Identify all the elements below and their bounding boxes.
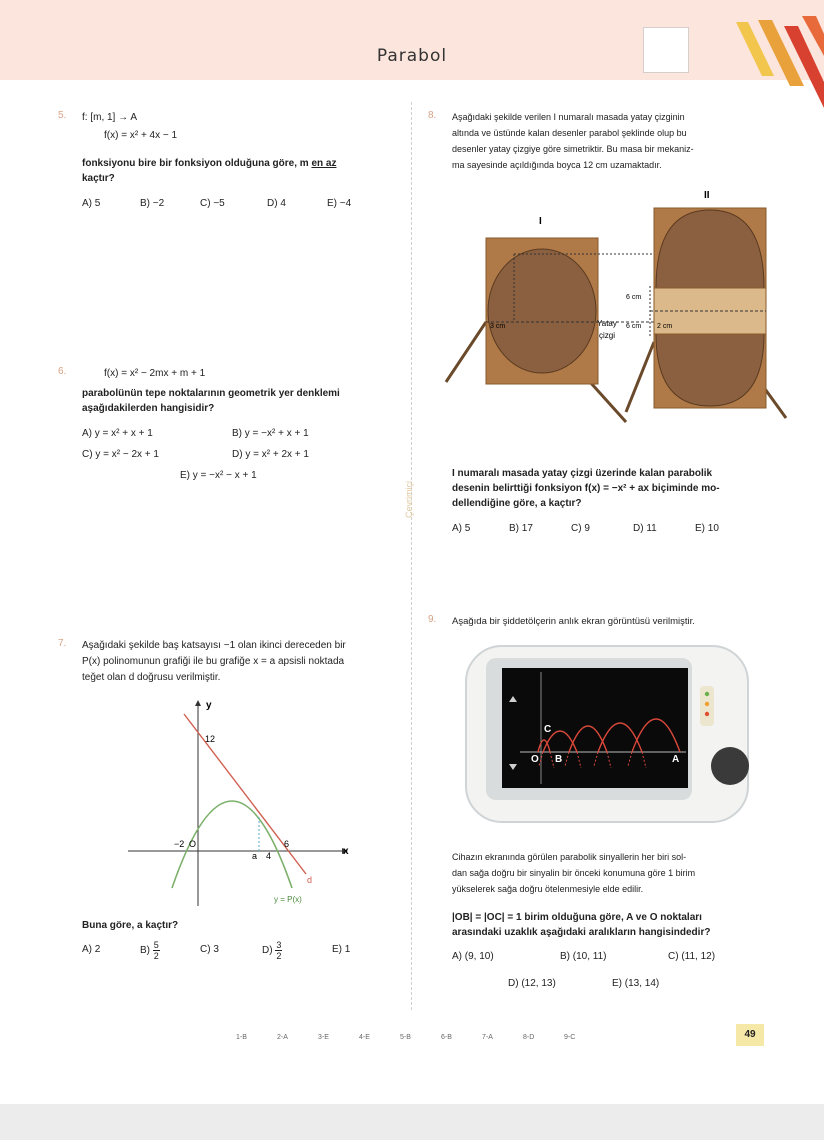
q8-option-d[interactable]: D) 11: [633, 523, 657, 534]
watermark: Çevrimiçi: [404, 481, 414, 518]
q5-question-text: fonksiyonu bire bir fonksiyon olduğuna göre, m: [82, 158, 312, 169]
q6-option-d[interactable]: D) y = x² + 2x + 1: [232, 449, 309, 460]
q7-option-d-den: 2: [276, 951, 282, 961]
q6-function: f(x) = x² − 2mx + m + 1: [104, 368, 206, 379]
answer-3: 3-E: [318, 1034, 329, 1041]
q9-option-c[interactable]: C) (11, 12): [668, 951, 716, 962]
q7-option-a[interactable]: A) 2: [82, 944, 101, 955]
q7-option-b-letter: B): [140, 945, 150, 957]
q8-label-3cm: 3 cm: [490, 323, 506, 330]
q9-number: 9.: [428, 614, 437, 625]
q5-option-c[interactable]: C) −5: [200, 198, 225, 209]
q8-label-6cm-bottom: 6 cm: [626, 323, 642, 330]
q7-option-d-letter: D): [262, 945, 273, 957]
header-decor-stripes: [728, 16, 824, 126]
q9-label-c: C: [544, 724, 552, 735]
q9-option-e[interactable]: E) (13, 14): [612, 978, 660, 989]
q7-question: Buna göre, a kaçtır?: [82, 920, 179, 931]
q7-text-line1: Aşağıdaki şekilde baş katsayısı −1 olan ikinci dereceden bir: [82, 640, 346, 651]
q7-label-px: y = P(x): [274, 895, 302, 904]
q9-question-line1: |OB| = |OC| = 1 birim olduğuna göre, A ve O noktaları: [452, 912, 702, 923]
q8-table1-leg-left: [446, 322, 486, 382]
q5-number: 5.: [58, 110, 67, 121]
q8-option-c[interactable]: C) 9: [571, 523, 590, 534]
q8-table1-pattern: [488, 249, 596, 373]
q7-label-4: 4: [266, 851, 272, 861]
q9-label-a: A: [672, 754, 680, 765]
q9-option-d[interactable]: D) (12, 13): [508, 978, 556, 989]
page-number: 49: [736, 1024, 764, 1046]
q9-label-o: O: [531, 754, 539, 765]
q8-option-e[interactable]: E) 10: [695, 523, 719, 534]
q6-number: 6.: [58, 366, 67, 377]
page-title: Parabol: [376, 46, 448, 66]
q7-label-origin: O: [189, 839, 197, 849]
q5-question-emphasis: en az: [311, 158, 337, 169]
q8-label-2cm: 2 cm: [657, 323, 673, 330]
q8-table1-leg-right: [590, 382, 626, 422]
q8-label-cizgi: çizgi: [599, 331, 616, 340]
q7-option-d[interactable]: [262, 940, 282, 961]
answer-6: 6-B: [441, 1034, 452, 1041]
answer-4: 4-E: [359, 1034, 370, 1041]
q8-label-I: I: [539, 216, 542, 227]
q7-number: 7.: [58, 638, 67, 649]
q5-option-d[interactable]: D) 4: [267, 198, 286, 209]
q8-text-line3: desenler yatay çizgiye göre simetriktir. Bu masa bir mekaniz-: [452, 144, 694, 154]
q6-option-b[interactable]: B) y = −x² + x + 1: [232, 428, 309, 439]
q8-question-line2: desenin belirttiği fonksiyon f(x) = −x² + ax biçiminde mo-: [452, 483, 720, 494]
q9-indicator-green: [705, 692, 709, 696]
q8-label-6cm-top: 6 cm: [626, 294, 642, 301]
q9-paragraph-line1: Cihazın ekranında görülen parabolik sinyallerin her biri sol-: [452, 852, 687, 862]
q9-indicator-orange: [705, 702, 709, 706]
q9-sensor: [711, 747, 749, 785]
q7-option-d-num: 3: [276, 940, 282, 950]
q7-tangent-line: [184, 714, 306, 874]
header-band: [0, 0, 824, 80]
q7-label-x: x: [343, 846, 349, 857]
q7-label-a: a: [252, 851, 258, 861]
q8-question-line1: I numaralı masada yatay çizgi üzerinde kalan parabolik: [452, 468, 713, 479]
q9-paragraph-line2: dan sağa doğru bir sinyalin bir önceki konumuna göre 1 birim: [452, 868, 696, 878]
q5-option-b[interactable]: B) −2: [140, 198, 165, 209]
q7-option-d-fraction: [275, 940, 282, 961]
q7-label-d: d: [307, 875, 313, 885]
q7-option-b-num: 5: [153, 940, 159, 950]
column-divider: [411, 102, 412, 1010]
q9-text: Aşağıda bir şiddetölçerin anlık ekran görüntüsü verilmiştir.: [452, 616, 695, 627]
q8-table-figure: [440, 182, 790, 452]
q8-option-a[interactable]: A) 5: [452, 523, 471, 534]
q8-number: 8.: [428, 110, 437, 121]
q6-option-c[interactable]: C) y = x² − 2x + 1: [82, 449, 159, 460]
q9-option-b[interactable]: B) (10, 11): [560, 951, 607, 962]
q5-function: f(x) = x² + 4x − 1: [104, 130, 178, 141]
answer-2: 2-A: [277, 1034, 288, 1041]
q7-label-y: y: [206, 700, 212, 711]
q6-question-line2: aşağıdakilerden hangisidir?: [82, 403, 215, 414]
q7-option-b-fraction: [153, 940, 160, 961]
q7-option-b[interactable]: [140, 940, 160, 961]
answer-7: 7-A: [482, 1034, 493, 1041]
q8-question-line3: dellendiğine göre, a kaçtır?: [452, 498, 582, 509]
q5-option-a[interactable]: A) 5: [82, 198, 101, 209]
q9-paragraph-line3: yükselerek sağa doğru ötelenmesiyle elde edilir.: [452, 884, 644, 894]
q7-label-minus2: −2: [174, 839, 185, 849]
answer-9: 9-C: [564, 1034, 576, 1041]
q9-label-b: B: [555, 754, 563, 765]
answer-1: 1-B: [236, 1034, 247, 1041]
answer-8: 8-D: [523, 1034, 535, 1041]
q7-label-12: 12: [205, 734, 216, 744]
q8-options: [452, 523, 719, 534]
q7-option-b-den: 2: [153, 951, 159, 961]
q7-option-c[interactable]: C) 3: [200, 944, 219, 955]
q9-indicator-red: [705, 712, 709, 716]
q8-option-b[interactable]: B) 17: [509, 523, 533, 534]
q7-y-arrow: [195, 700, 201, 706]
q6-question-line1: parabolünün tepe noktalarının geometrik yer denklemi: [82, 388, 340, 399]
q8-text-line1: Aşağıdaki şekilde verilen I numaralı masada yatay çizginin: [452, 112, 685, 122]
answer-key: [236, 1034, 605, 1041]
q7-graph: [120, 692, 360, 912]
q9-question-line2: arasındaki uzaklık aşağıdaki aralıkların hangisindedir?: [452, 927, 711, 938]
q5-option-e[interactable]: E) −4: [327, 198, 352, 209]
q5-options: [82, 198, 351, 209]
q8-label-yatay: Yatay: [597, 319, 617, 328]
q5-question: [82, 156, 402, 171]
q5-line1: f: [m, 1] → A: [82, 112, 138, 123]
q8-label-II: II: [704, 190, 710, 201]
q9-option-a[interactable]: A) (9, 10): [452, 951, 494, 962]
answer-5: 5-B: [400, 1034, 411, 1041]
q5-question-end: kaçtır?: [82, 173, 115, 184]
q7-label-6: 6: [284, 839, 290, 849]
q9-screen: [502, 668, 688, 788]
q7-text-line2: P(x) polinomunun grafiği ile bu grafiğe x = a apsisli noktada: [82, 656, 345, 667]
q8-table2-leg-left: [626, 342, 654, 412]
q6-option-a[interactable]: A) y = x² + x + 1: [82, 428, 153, 439]
q7-option-e[interactable]: E) 1: [332, 944, 351, 955]
q7-text-line3: teğet olan d doğrusu verilmiştir.: [82, 672, 221, 683]
q8-text-line4: ma sayesinde açıldığında boyca 12 cm uzamaktadır.: [452, 160, 662, 170]
q6-option-e[interactable]: E) y = −x² − x + 1: [180, 470, 257, 481]
q9-device: [460, 640, 756, 830]
q8-text-line2: altında ve üstünde kalan desenler parabol şeklinde olup bu: [452, 128, 687, 138]
